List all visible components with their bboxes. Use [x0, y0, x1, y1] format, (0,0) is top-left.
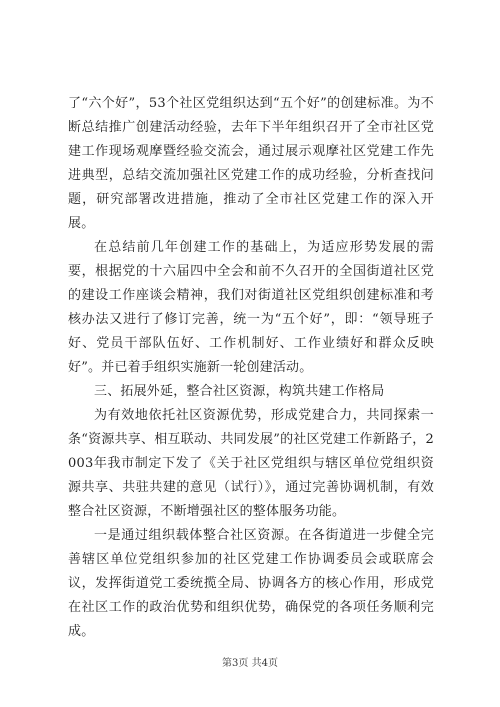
paragraph-standards-revision: 在总结前几年创建工作的基础上，为适应形势发展的需要，根据党的十六届四中全会和前不久召开的全国街道社区党的建设工作座谈会精神，我们对街道社区党组织创建标准和考核办法又进行了修订完善，统一为“五个好”，即：“领导班子好、党员干部队伍好、工作机制好、工作业绩好和群众反映好”。并已着手组织实施新一轮创建活动。 [68, 240, 434, 375]
paragraph-organization-carrier: 一是通过组织载体整合社区资源。在各街道进一步健全完善辖区单位党组织参加的社区党建工作协调委员会或联席会议，发挥街道党工委统揽全局、协调各方的核心作用，形成党在社区工作的政治优势和组织优势，确保党的各项任务顺利完成。 [68, 528, 434, 639]
paragraph-resource-sharing: 为有效地依托社区资源优势，形成党建合力，共同探索一条“资源共享、相互联动、共同发展”的社区党建工作新路子，2003年我市制定下发了《关于社区党组织与辖区单位党组织资源共享、共驻共建的意见（试行）》，通过完善协调机制，有效整合社区资源，不断增强社区的整体服务功能。 [68, 408, 434, 519]
document-body [68, 92, 434, 644]
section-heading: 三、拓展外延，整合社区资源，构筑共建工作格局 [94, 384, 385, 399]
paragraph-continued: 了“六个好”，53个社区党组织达到“五个好”的创建标准。为不断总结推广创建活动经验，去年下半年组织召开了全市社区党建工作现场观摩暨经验交流会，通过展示观摩社区党建工作先进典型，总结交流加强社区党建工作的成功经验，分析查找问题，研究部署改进措施，推动了全市社区党建工作的深入开展。 [68, 96, 434, 231]
page-footer: 第3页 共4页 [222, 658, 278, 669]
